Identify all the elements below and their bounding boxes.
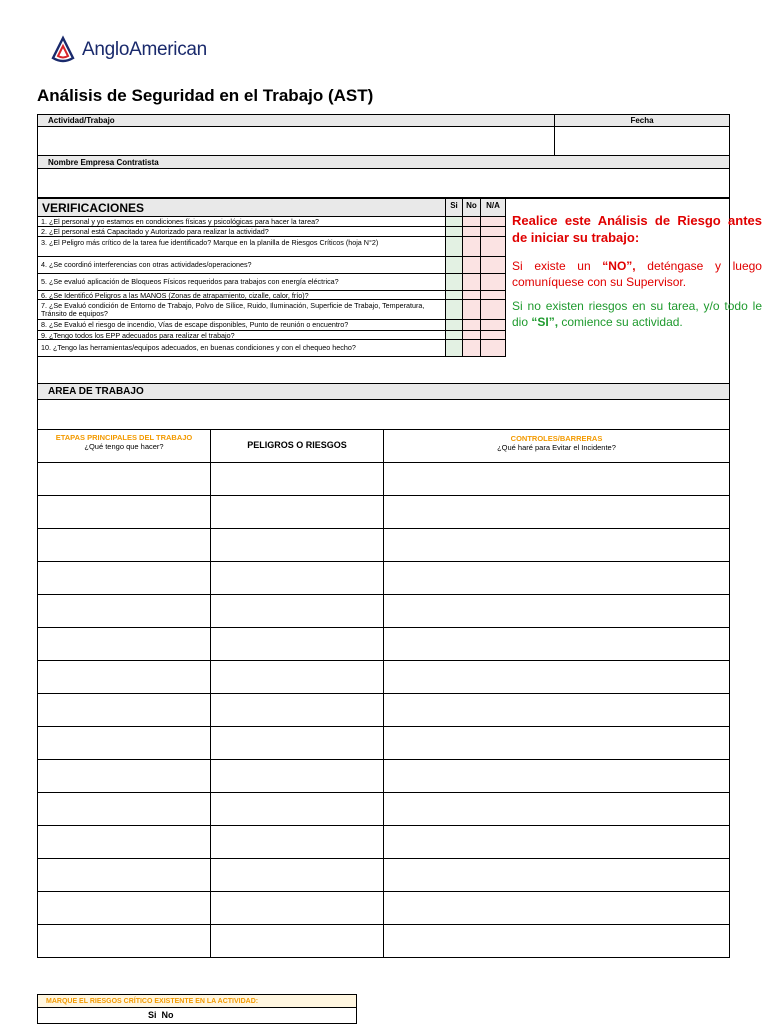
check-na[interactable]: [481, 227, 506, 237]
grid-row: [37, 496, 730, 529]
verificacion-question: 7. ¿Se Evaluó condición de Entorno de Trabajo, Polvo de Sílice, Ruido, Iluminación, Superficie de Trabajo, Temperatura, Tránsito de equipos?: [37, 300, 446, 320]
brand-logo: [50, 34, 207, 66]
control-cell[interactable]: [384, 661, 729, 693]
etapa-cell[interactable]: [38, 793, 211, 825]
verificacion-question: 5. ¿Se evaluó aplicación de Bloqueos Físicos requeridos para trabajos con energía eléctrica?: [37, 274, 446, 291]
check-si[interactable]: [446, 331, 463, 340]
peligro-cell[interactable]: [211, 826, 384, 858]
control-cell[interactable]: [384, 529, 729, 561]
check-no[interactable]: [463, 227, 481, 237]
check-no[interactable]: [463, 291, 481, 300]
check-si[interactable]: [446, 340, 463, 357]
control-cell[interactable]: [384, 463, 729, 495]
critical-section: [37, 994, 357, 1024]
controles-header: [384, 430, 729, 462]
check-na[interactable]: [481, 320, 506, 331]
etapa-cell[interactable]: [38, 925, 211, 957]
verificacion-question: 9. ¿Tengo todos los EPP adecuados para realizar el trabajo?: [37, 331, 446, 340]
peligro-cell[interactable]: [211, 628, 384, 660]
peligro-cell[interactable]: [211, 595, 384, 627]
etapas-grid: [37, 429, 730, 958]
etapa-cell[interactable]: [38, 529, 211, 561]
peligro-cell[interactable]: [211, 859, 384, 891]
etapa-cell[interactable]: [38, 463, 211, 495]
fecha-field[interactable]: [554, 126, 730, 156]
controles-sub: ¿Qué haré para Evitar el Incidente?: [497, 443, 616, 452]
etapas-title: ETAPAS PRINCIPALES DEL TRABAJO: [55, 433, 193, 442]
etapa-cell[interactable]: [38, 496, 211, 528]
grid-row: [37, 892, 730, 925]
note-si: Si no existen riesgos en su tarea, y/o todo le dio “SI”, comience su actividad.: [512, 299, 762, 329]
check-si[interactable]: [446, 300, 463, 320]
grid-row: [37, 562, 730, 595]
col-na: N/A: [481, 198, 506, 217]
brand-name: AngloAmerican: [82, 39, 207, 60]
check-na[interactable]: [481, 237, 506, 257]
check-si[interactable]: [446, 291, 463, 300]
area-field[interactable]: [38, 400, 729, 429]
peligro-cell[interactable]: [211, 529, 384, 561]
actividad-label: Actividad/Trabajo: [37, 114, 555, 127]
etapa-cell[interactable]: [38, 892, 211, 924]
grid-row: [37, 661, 730, 694]
check-na[interactable]: [481, 331, 506, 340]
check-na[interactable]: [481, 291, 506, 300]
control-cell[interactable]: [384, 892, 729, 924]
empresa-field[interactable]: [37, 168, 730, 198]
check-no[interactable]: [463, 300, 481, 320]
check-si[interactable]: [446, 274, 463, 291]
control-cell[interactable]: [384, 496, 729, 528]
verificacion-question: 8. ¿Se Evaluó el riesgo de incendio, Vías de escape disponibles, Punto de reunión o encuentro?: [37, 320, 446, 331]
col-si: Si: [446, 198, 463, 217]
check-no[interactable]: [463, 237, 481, 257]
empresa-label: Nombre Empresa Contratista: [37, 155, 730, 169]
control-cell[interactable]: [384, 628, 729, 660]
peligros-header: PELIGROS O RIESGOS: [211, 430, 384, 462]
grid-row: [37, 628, 730, 661]
grid-row: [37, 463, 730, 496]
etapa-cell[interactable]: [38, 694, 211, 726]
critical-title: MARQUE EL RIESGOS CRÍTICO EXISTENTE EN LA ACTIVIDAD:: [37, 994, 357, 1008]
control-cell[interactable]: [384, 562, 729, 594]
fecha-label: Fecha: [554, 114, 730, 127]
actividad-field[interactable]: [37, 126, 555, 156]
control-cell[interactable]: [384, 727, 729, 759]
control-cell[interactable]: [384, 595, 729, 627]
verificaciones-title: VERIFICACIONES: [37, 198, 446, 217]
critical-si: Si: [148, 1010, 157, 1020]
etapa-cell[interactable]: [38, 595, 211, 627]
check-na[interactable]: [481, 274, 506, 291]
note-heading: Realice este Análisis de Riesgo antes de iniciar su trabajo:: [512, 213, 762, 245]
etapa-cell[interactable]: [38, 826, 211, 858]
peligro-cell[interactable]: [211, 661, 384, 693]
peligro-cell[interactable]: [211, 727, 384, 759]
peligro-cell[interactable]: [211, 793, 384, 825]
peligro-cell[interactable]: [211, 925, 384, 957]
check-si[interactable]: [446, 257, 463, 274]
critical-row: [37, 1008, 357, 1024]
grid-row: [37, 694, 730, 727]
peligro-cell[interactable]: [211, 562, 384, 594]
check-no[interactable]: [463, 340, 481, 357]
check-na[interactable]: [481, 257, 506, 274]
grid-row: [37, 925, 730, 958]
etapa-cell[interactable]: [38, 760, 211, 792]
peligro-cell[interactable]: [211, 892, 384, 924]
grid-row: [37, 595, 730, 628]
grid-row: [37, 529, 730, 562]
verificacion-question: 6. ¿Se Identificó Peligros a las MANOS (Zonas de atrapamiento, cizalle, calor, frío)?: [37, 291, 446, 300]
header-form: [37, 114, 730, 198]
check-si[interactable]: [446, 237, 463, 257]
verificacion-question: 3. ¿El Peligro más crítico de la tarea fue identificado? Marque en la planilla de Riesgos Críticos (hoja N°2): [37, 237, 446, 257]
etapa-cell[interactable]: [38, 727, 211, 759]
control-cell[interactable]: [384, 925, 729, 957]
etapas-header: [38, 430, 211, 462]
controles-title: CONTROLES/BARRERAS: [510, 434, 603, 443]
warning-note: [512, 212, 762, 330]
control-cell[interactable]: [384, 694, 729, 726]
check-si[interactable]: [446, 217, 463, 227]
check-si[interactable]: [446, 320, 463, 331]
critical-no: No: [161, 1010, 174, 1020]
check-na[interactable]: [481, 300, 506, 320]
etapa-cell[interactable]: [38, 628, 211, 660]
col-no: No: [463, 198, 481, 217]
verificaciones-section: [37, 198, 762, 384]
grid-row: [37, 793, 730, 826]
check-si[interactable]: [446, 227, 463, 237]
peligro-cell[interactable]: [211, 463, 384, 495]
peligro-cell[interactable]: [211, 694, 384, 726]
note-no: Si existe un “NO”, deténgase y luego comuníquese con su Supervisor.: [512, 259, 762, 289]
check-no[interactable]: [463, 274, 481, 291]
grid-row: [37, 760, 730, 793]
area-section: [37, 384, 730, 430]
verificacion-question: 10. ¿Tengo las herramientas/equipos adecuados, en buenas condiciones y con el chequeo hecho?: [37, 340, 446, 357]
control-cell[interactable]: [384, 859, 729, 891]
peligro-cell[interactable]: [211, 496, 384, 528]
etapa-cell[interactable]: [38, 562, 211, 594]
verificacion-question: 2. ¿El personal está Capacitado y Autorizado para realizar la actividad?: [37, 227, 446, 237]
etapa-cell[interactable]: [38, 859, 211, 891]
anglo-logo-icon: [50, 34, 76, 66]
control-cell[interactable]: [384, 760, 729, 792]
verificacion-question: 4. ¿Se coordinó interferencias con otras actividades/operaciones?: [37, 257, 446, 274]
check-na[interactable]: [481, 217, 506, 227]
grid-row: [37, 727, 730, 760]
check-na[interactable]: [481, 340, 506, 357]
check-no[interactable]: [463, 320, 481, 331]
grid-row: [37, 826, 730, 859]
page-title: Análisis de Seguridad en el Trabajo (AST): [37, 86, 374, 105]
check-no[interactable]: [463, 217, 481, 227]
etapa-cell[interactable]: [38, 661, 211, 693]
etapas-sub: ¿Qué tengo que hacer?: [84, 442, 164, 451]
check-no[interactable]: [463, 331, 481, 340]
control-cell[interactable]: [384, 826, 729, 858]
grid-row: [37, 859, 730, 892]
peligro-cell[interactable]: [211, 760, 384, 792]
area-label: AREA DE TRABAJO: [38, 384, 729, 400]
check-no[interactable]: [463, 257, 481, 274]
verificacion-question: 1. ¿El personal y yo estamos en condiciones físicas y psicológicas para hacer la tarea?: [37, 217, 446, 227]
control-cell[interactable]: [384, 793, 729, 825]
